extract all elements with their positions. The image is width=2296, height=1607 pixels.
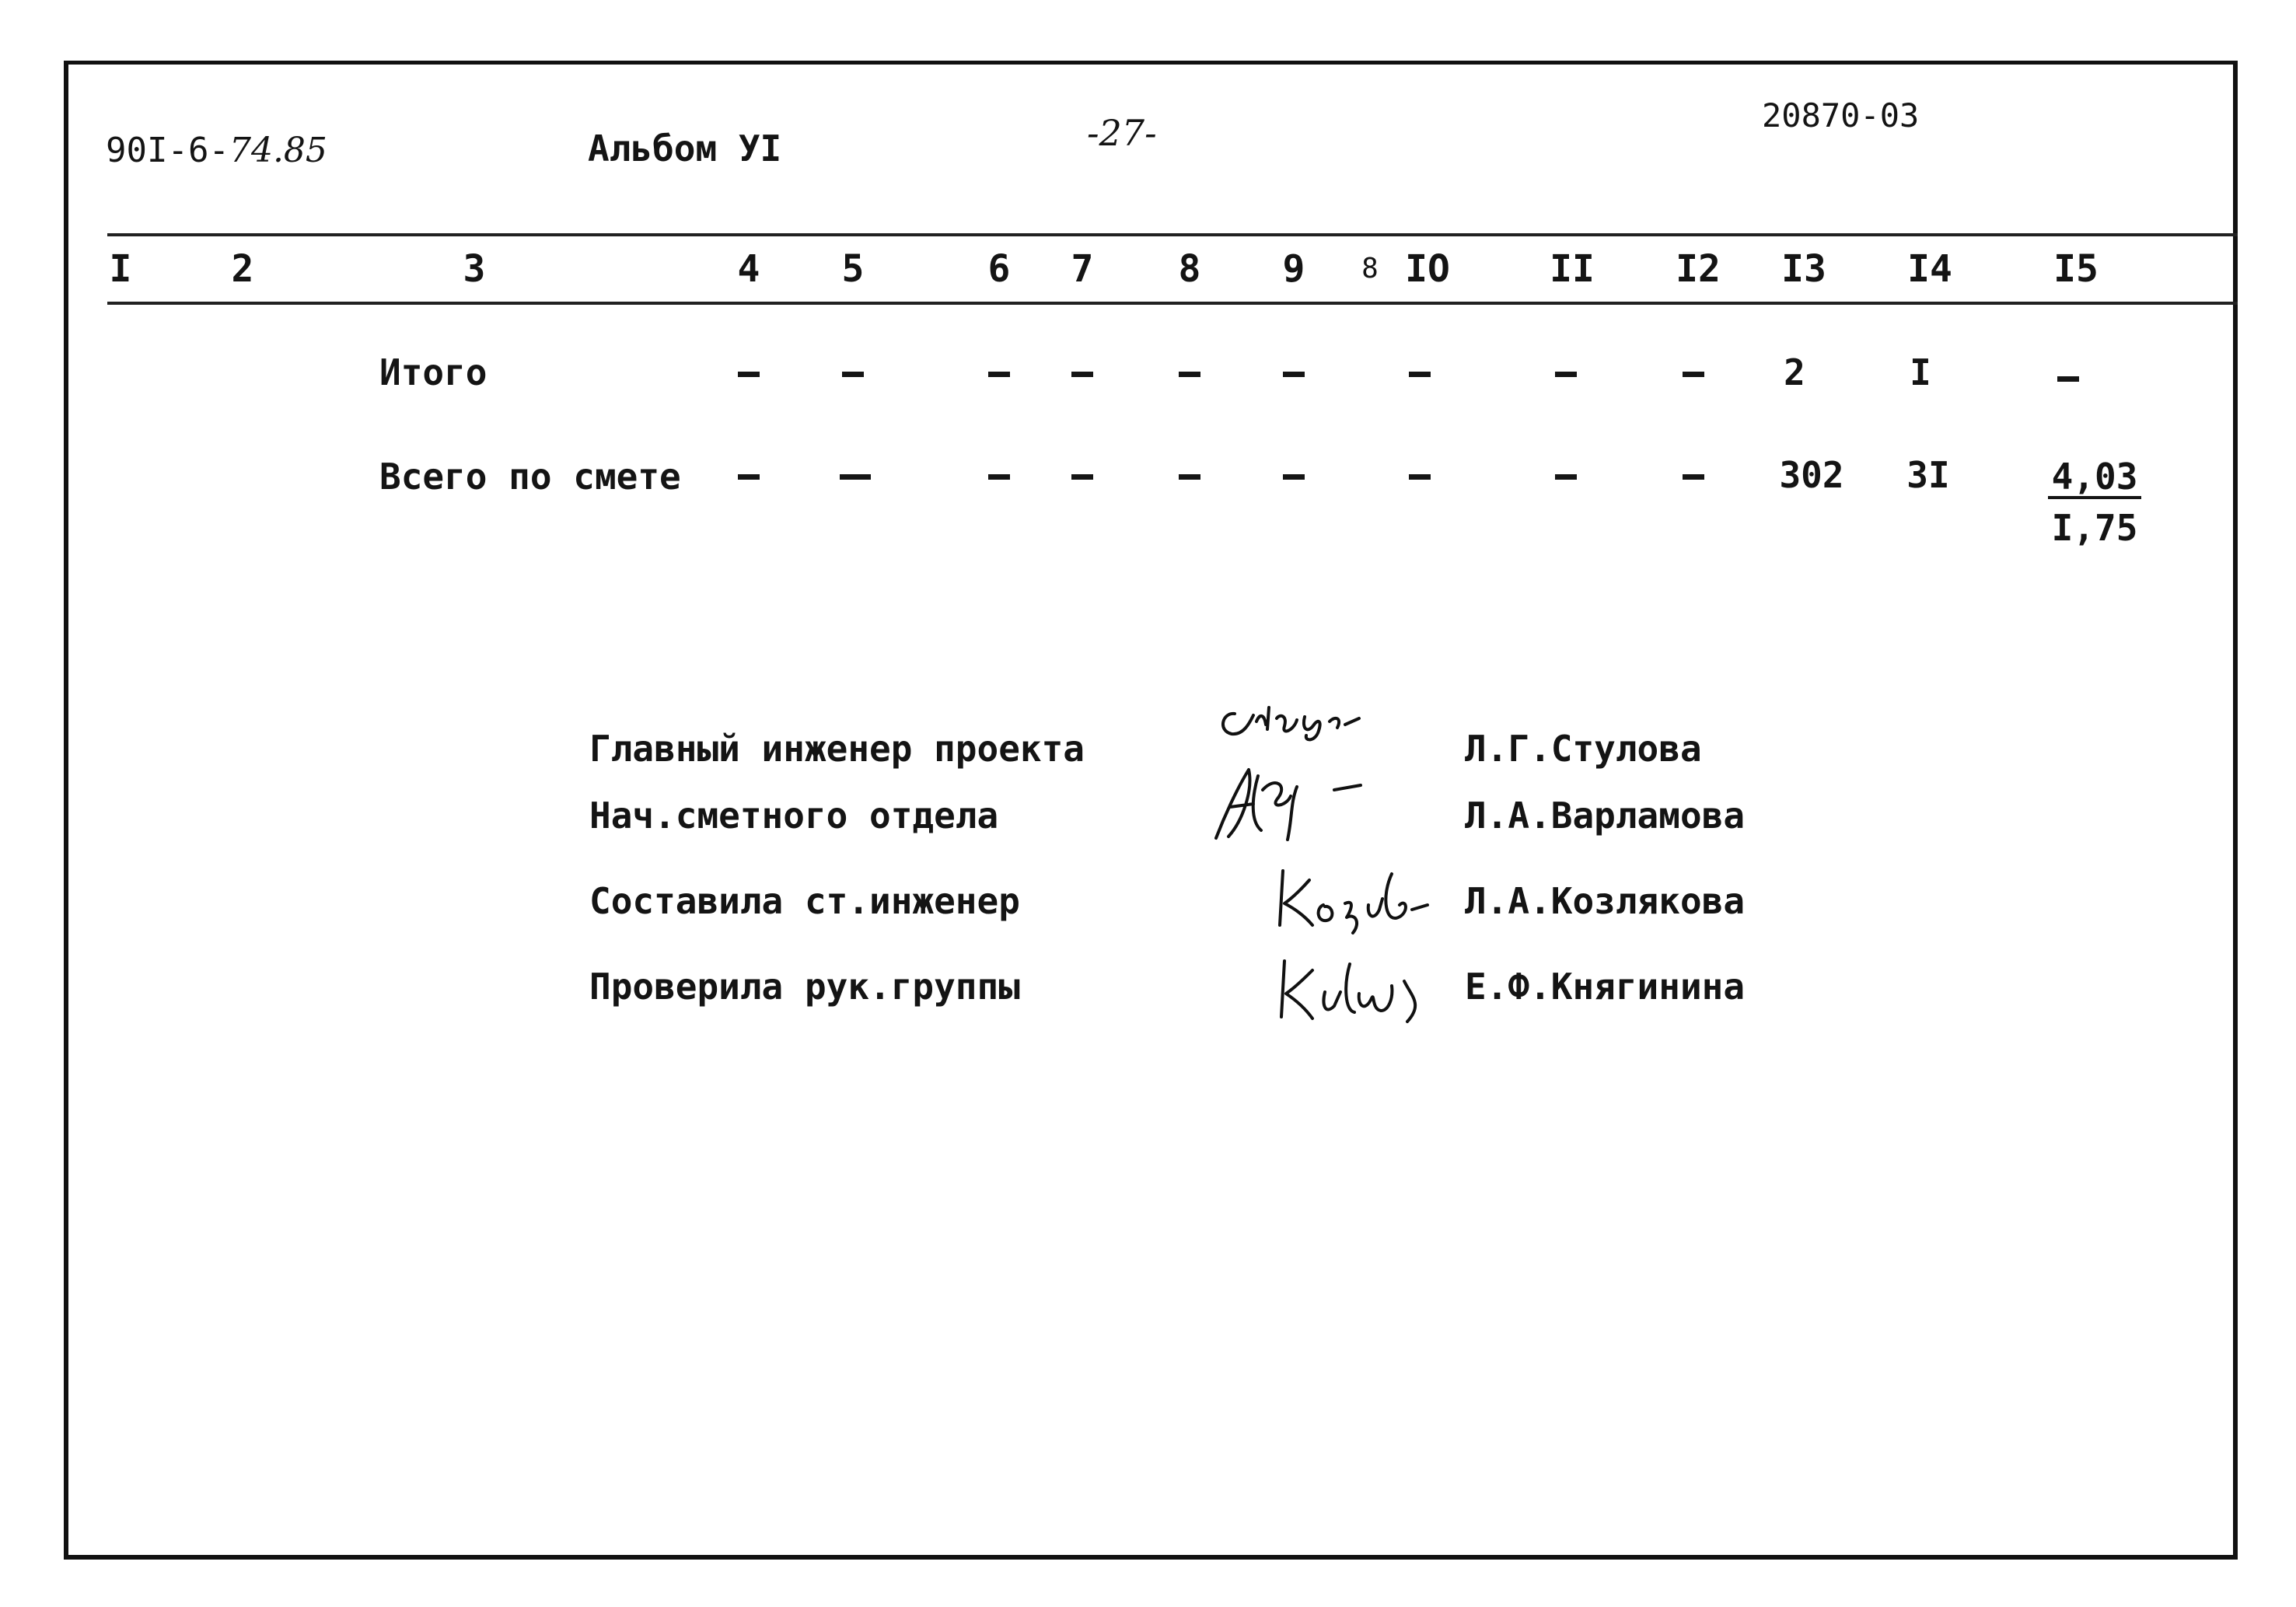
handwritten-signature <box>1275 950 1477 1028</box>
signature-name: Л.Г.Стулова <box>1465 728 1702 770</box>
empty-cell-dash <box>840 474 871 480</box>
cell-col14: 3I <box>1906 454 1950 496</box>
doc-code-handwritten: 74.85 <box>229 131 327 170</box>
column-number: I <box>109 247 132 291</box>
row-label-total: Итого <box>379 351 488 393</box>
handwritten-signature <box>1275 858 1470 936</box>
header-rule-bottom <box>107 302 2238 305</box>
page-number: -27- <box>1087 112 1157 154</box>
cell-col15-bottom: I,75 <box>2051 507 2138 549</box>
column-number: 8 <box>1361 253 1379 285</box>
column-number: II <box>1550 247 1595 291</box>
empty-cell-dash <box>988 372 1010 377</box>
doc-code-typed: 90I-6- <box>106 131 229 170</box>
column-number: 7 <box>1071 247 1094 291</box>
empty-cell-dash <box>2057 376 2079 382</box>
header-rule-top <box>107 233 2238 236</box>
signature-role: Главный инженер проекта <box>589 728 1085 770</box>
empty-cell-dash <box>1555 372 1577 377</box>
empty-cell-dash <box>988 474 1010 480</box>
album-label: Альбом УI <box>588 128 782 169</box>
handwritten-signature <box>1213 690 1407 745</box>
empty-cell-dash <box>1683 474 1704 480</box>
empty-cell-dash <box>1409 474 1431 480</box>
signature-name: Л.А.Козлякова <box>1465 880 1746 922</box>
column-number: 4 <box>737 247 760 291</box>
cell-col15-top: 4,03 <box>2048 459 2141 499</box>
column-number: I3 <box>1781 247 1826 291</box>
empty-cell-dash <box>738 372 760 377</box>
empty-cell-dash <box>1555 474 1577 480</box>
column-number: IO <box>1405 247 1450 291</box>
cell-col14: I <box>1910 351 1931 393</box>
column-number: 2 <box>231 247 254 291</box>
column-number: 8 <box>1178 247 1201 291</box>
column-number: I5 <box>2053 247 2099 291</box>
empty-cell-dash <box>1179 372 1200 377</box>
empty-cell-dash <box>1071 372 1093 377</box>
signature-role: Составила ст.инженер <box>589 880 1020 922</box>
empty-cell-dash <box>1283 372 1305 377</box>
column-number: 3 <box>463 247 486 291</box>
column-number: I2 <box>1676 247 1721 291</box>
signature-name: Е.Ф.Княгинина <box>1465 966 1746 1008</box>
cell-col13: 2 <box>1784 351 1805 393</box>
empty-cell-dash <box>842 372 864 377</box>
cell-col13: 302 <box>1779 454 1844 496</box>
empty-cell-dash <box>1071 474 1093 480</box>
signature-name: Л.А.Варламова <box>1465 795 1746 837</box>
column-number: I4 <box>1907 247 1952 291</box>
empty-cell-dash <box>1179 474 1200 480</box>
empty-cell-dash <box>1283 474 1305 480</box>
empty-cell-dash <box>738 474 760 480</box>
signature-role: Нач.сметного отдела <box>589 795 999 837</box>
empty-cell-dash <box>1409 372 1431 377</box>
empty-cell-dash <box>1683 372 1704 377</box>
row-label-grand-total: Всего по смете <box>379 456 681 498</box>
signature-role: Проверила рук.группы <box>589 966 1020 1008</box>
column-number: 9 <box>1282 247 1305 291</box>
handwritten-signature <box>1205 759 1415 852</box>
reference-number: 20870-03 <box>1762 96 1920 134</box>
column-number: 5 <box>841 247 865 291</box>
doc-code <box>106 131 327 170</box>
column-number: 6 <box>987 247 1011 291</box>
